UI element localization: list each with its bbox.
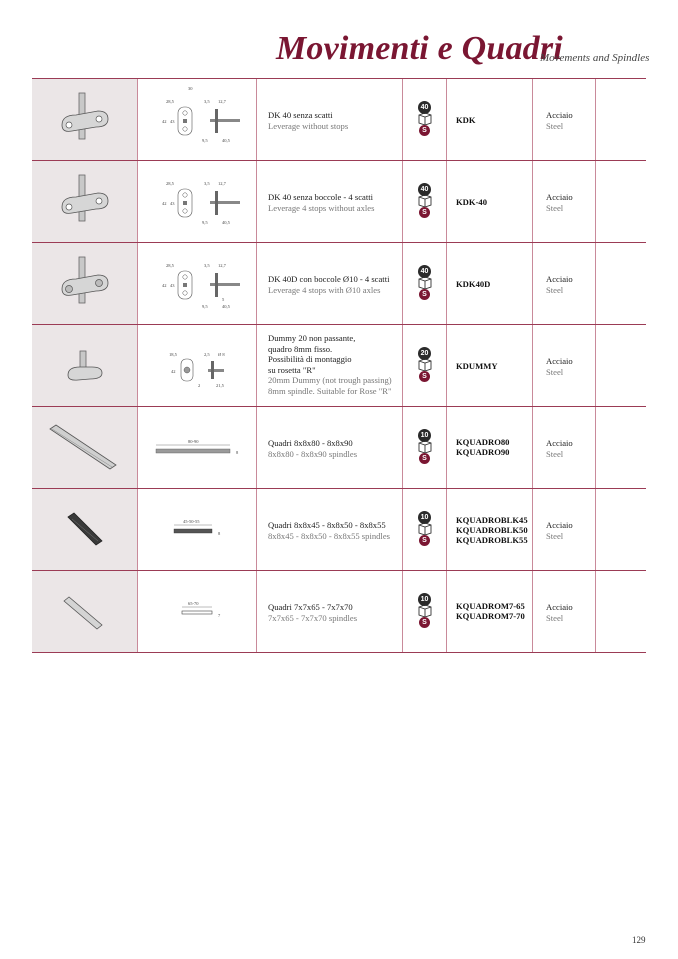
- material-italian: Acciaio: [546, 110, 573, 120]
- description-italian: Quadri 7x7x65 - 7x7x70: [268, 602, 353, 612]
- package-cell: [403, 325, 447, 406]
- description-english: Leverage 4 stops without axles: [268, 203, 375, 213]
- drawing-label: 2,5: [204, 352, 210, 357]
- drawing-label: 8: [218, 531, 221, 536]
- page-title: Movimenti e Quadri: [276, 30, 563, 67]
- material-cell: [533, 571, 596, 652]
- technical-drawing: [138, 79, 257, 160]
- description-cell: [257, 161, 403, 242]
- package-cell: [403, 161, 447, 242]
- package-cell: [403, 489, 447, 570]
- description-english: 20mm Dummy (not trough passing) 8mm spindle. Suitable for Rose "R": [268, 375, 392, 396]
- drawing-label: 43: [170, 283, 175, 288]
- material-cell: [533, 489, 596, 570]
- technical-drawing: [138, 243, 257, 324]
- drawing-label: 8: [236, 450, 239, 455]
- code-cell: [447, 407, 533, 488]
- drawing-label: 3,5: [204, 99, 210, 104]
- empty-cell: [596, 407, 646, 488]
- product-photo: [32, 571, 138, 652]
- material-italian: Acciaio: [546, 602, 573, 612]
- package-tag-badge: S: [419, 289, 430, 300]
- drawing-label: 42: [162, 283, 167, 288]
- package-quantity-badge: 10: [418, 429, 431, 442]
- product-code: KQUADROM7-65: [456, 601, 525, 611]
- material-cell: [533, 161, 596, 242]
- package-box-icon: [415, 183, 435, 223]
- empty-cell: [596, 79, 646, 160]
- drawing-label: 40,5: [222, 304, 230, 309]
- material-cell: [533, 79, 596, 160]
- material-italian: Acciaio: [546, 356, 573, 366]
- description-english: 7x7x65 - 7x7x70 spindles: [268, 613, 358, 623]
- description-italian: Dummy 20 non passante, quadro 8mm fisso. Possibilità di montaggio su rosetta "R": [268, 333, 356, 375]
- drawing-label: 28,5: [166, 99, 174, 104]
- drawing-label: Ø 8: [218, 352, 225, 357]
- drawing-label: 43: [170, 201, 175, 206]
- package-cell: [403, 571, 447, 652]
- description-cell: [257, 571, 403, 652]
- product-code: KDK-40: [456, 197, 488, 207]
- technical-drawing: [138, 489, 257, 570]
- empty-cell: [596, 489, 646, 570]
- product-code: KQUADROBLK45: [456, 515, 528, 525]
- product-photo: [32, 489, 138, 570]
- drawing-label: 42: [162, 201, 167, 206]
- empty-cell: [596, 243, 646, 324]
- description-cell: [257, 325, 403, 406]
- product-code: KDK: [456, 115, 476, 125]
- package-cell: [403, 79, 447, 160]
- drawing-label: 3,5: [204, 181, 210, 186]
- drawing-label: 65-70: [188, 601, 199, 606]
- table-row: [32, 489, 646, 571]
- material-cell: [533, 407, 596, 488]
- page-number: 129: [632, 935, 646, 945]
- material-italian: Acciaio: [546, 192, 573, 202]
- drawing-label: 21,5: [216, 383, 224, 388]
- code-cell: [447, 161, 533, 242]
- drawing-label: 40,5: [222, 138, 230, 143]
- package-quantity-badge: 20: [418, 347, 431, 360]
- drawing-label: 30: [188, 86, 193, 91]
- product-photo: [32, 407, 138, 488]
- technical-drawing: [138, 325, 257, 406]
- drawing-label: 7: [218, 613, 221, 618]
- technical-drawing: [138, 161, 257, 242]
- drawing-label: 2: [198, 383, 201, 388]
- package-quantity-badge: 10: [418, 593, 431, 606]
- drawing-label: 42: [162, 119, 167, 124]
- table-row: [32, 161, 646, 243]
- material-english: Steel: [546, 367, 564, 377]
- product-code: KQUADROBLK55: [456, 535, 528, 545]
- drawing-label: 9,5: [202, 220, 208, 225]
- drawing-label: 43: [170, 119, 175, 124]
- drawing-label: 12,7: [218, 263, 226, 268]
- product-code: KQUADRO90: [456, 447, 510, 457]
- description-english: 8x8x45 - 8x8x50 - 8x8x55 spindles: [268, 531, 390, 541]
- description-cell: [257, 489, 403, 570]
- description-cell: [257, 407, 403, 488]
- description-italian: Quadri 8x8x45 - 8x8x50 - 8x8x55: [268, 520, 386, 530]
- drawing-label: 9,5: [202, 138, 208, 143]
- product-photo: [32, 79, 138, 160]
- drawing-label: 12,7: [218, 99, 226, 104]
- description-italian: Quadri 8x8x80 - 8x8x90: [268, 438, 353, 448]
- empty-cell: [596, 161, 646, 242]
- product-code: KQUADROM7-70: [456, 611, 525, 621]
- technical-drawing: [138, 407, 257, 488]
- description-italian: DK 40 senza boccole - 4 scatti: [268, 192, 373, 202]
- package-quantity-badge: 40: [418, 101, 431, 114]
- product-table: [32, 79, 646, 653]
- material-english: Steel: [546, 285, 564, 295]
- material-italian: Acciaio: [546, 274, 573, 284]
- package-quantity-badge: 40: [418, 265, 431, 278]
- package-box-icon: [415, 265, 435, 305]
- table-row: [32, 571, 646, 653]
- description-cell: [257, 79, 403, 160]
- description-english: Leverage 4 stops with Ø10 axles: [268, 285, 381, 295]
- code-cell: [447, 243, 533, 324]
- drawing-label: 12,7: [218, 181, 226, 186]
- description-italian: DK 40 senza scatti: [268, 110, 333, 120]
- table-row: [32, 243, 646, 325]
- product-code: KQUADROBLK50: [456, 525, 528, 535]
- material-english: Steel: [546, 203, 564, 213]
- drawing-label: 28,5: [166, 263, 174, 268]
- package-cell: [403, 407, 447, 488]
- package-tag-badge: S: [419, 617, 430, 628]
- product-code: KQUADRO80: [456, 437, 510, 447]
- material-cell: [533, 243, 596, 324]
- package-tag-badge: S: [419, 453, 430, 464]
- material-english: Steel: [546, 531, 564, 541]
- material-italian: Acciaio: [546, 520, 573, 530]
- drawing-label: 42: [171, 369, 176, 374]
- product-code: KDUMMY: [456, 361, 498, 371]
- code-cell: [447, 79, 533, 160]
- table-row: [32, 407, 646, 489]
- package-box-icon: [415, 593, 435, 633]
- package-cell: [403, 243, 447, 324]
- page-header: [0, 30, 678, 78]
- drawing-label: 3,5: [204, 263, 210, 268]
- code-cell: [447, 325, 533, 406]
- drawing-label: 18,5: [169, 352, 177, 357]
- product-photo: [32, 325, 138, 406]
- material-english: Steel: [546, 121, 564, 131]
- package-box-icon: [415, 347, 435, 387]
- drawing-label: 40,5: [222, 220, 230, 225]
- table-row: [32, 325, 646, 407]
- drawing-label: 5: [222, 297, 225, 302]
- description-english: 8x8x80 - 8x8x90 spindles: [268, 449, 358, 459]
- technical-drawing: [138, 571, 257, 652]
- package-tag-badge: S: [419, 535, 430, 546]
- package-box-icon: [415, 429, 435, 469]
- empty-cell: [596, 571, 646, 652]
- package-tag-badge: S: [419, 207, 430, 218]
- description-cell: [257, 243, 403, 324]
- product-photo: [32, 243, 138, 324]
- package-box-icon: [415, 101, 435, 141]
- drawing-label: 80-90: [188, 439, 199, 444]
- package-quantity-badge: 40: [418, 183, 431, 196]
- material-cell: [533, 325, 596, 406]
- drawing-label: 45-50-55: [183, 519, 200, 524]
- package-tag-badge: S: [419, 371, 430, 382]
- code-cell: [447, 571, 533, 652]
- product-code: KDK40D: [456, 279, 491, 289]
- drawing-label: 9,5: [202, 304, 208, 309]
- package-box-icon: [415, 511, 435, 551]
- description-english: Leverage without stops: [268, 121, 349, 131]
- material-english: Steel: [546, 613, 564, 623]
- product-photo: [32, 161, 138, 242]
- page-subtitle: Movements and Spindles: [540, 52, 650, 64]
- material-italian: Acciaio: [546, 438, 573, 448]
- description-italian: DK 40D con boccole Ø10 - 4 scatti: [268, 274, 390, 284]
- package-quantity-badge: 10: [418, 511, 431, 524]
- empty-cell: [596, 325, 646, 406]
- package-tag-badge: S: [419, 125, 430, 136]
- table-row: [32, 79, 646, 161]
- code-cell: [447, 489, 533, 570]
- material-english: Steel: [546, 449, 564, 459]
- drawing-label: 28,5: [166, 181, 174, 186]
